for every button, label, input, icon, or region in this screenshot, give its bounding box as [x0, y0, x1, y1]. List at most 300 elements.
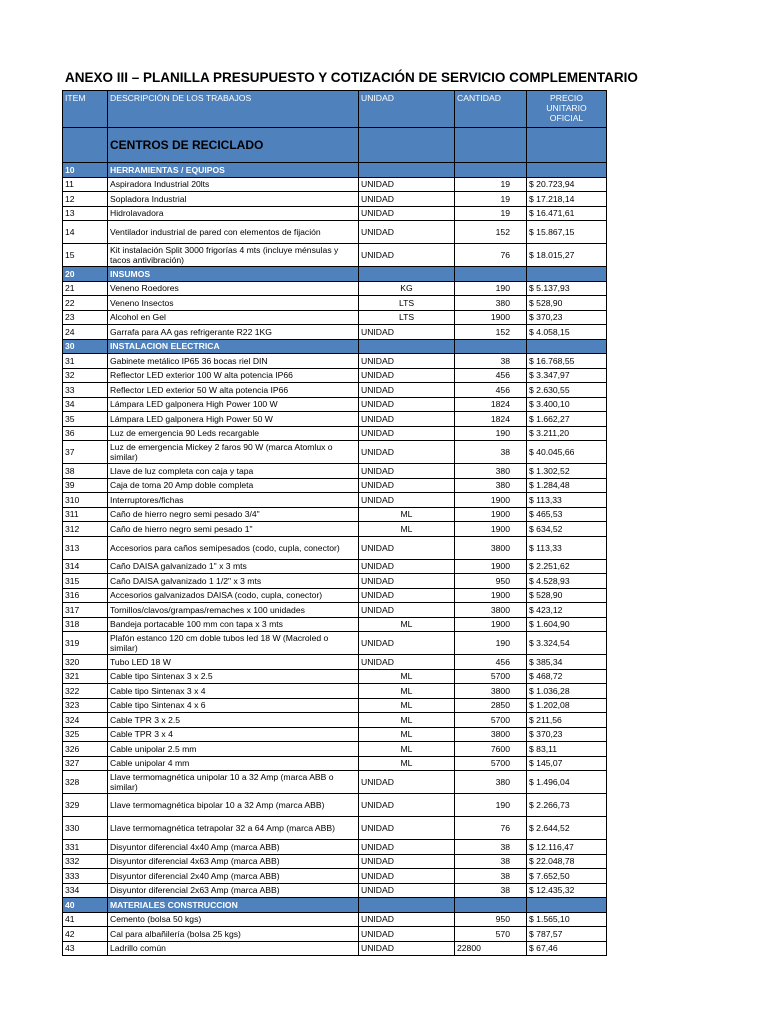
- cell-unit-price: $ 1.604,90: [527, 617, 607, 632]
- cell-description: Sopladora Industrial: [108, 192, 359, 207]
- cell-unit: UNIDAD: [359, 574, 455, 589]
- cell-unit-price: $ 4.528,93: [527, 574, 607, 589]
- cell-unit-price: $ 18.015,27: [527, 244, 607, 267]
- cell-unit: [359, 163, 455, 178]
- cell-item: 21: [63, 281, 108, 296]
- cell-description: Bandeja portacable 100 mm con tapa x 3 mts: [108, 617, 359, 632]
- cell-description: Disyuntor diferencial 2x40 Amp (marca ABB): [108, 869, 359, 884]
- cell-quantity: 3800: [455, 727, 527, 742]
- cell-item: 318: [63, 617, 108, 632]
- cell-quantity: 19: [455, 192, 527, 207]
- table-header-row: [63, 91, 607, 128]
- table-row: [63, 206, 607, 221]
- cell-unit: UNIDAD: [359, 912, 455, 927]
- cell-item: 41: [63, 912, 108, 927]
- table-row: [63, 426, 607, 441]
- cell-quantity: 152: [455, 221, 527, 244]
- cell-description: Plafón estanco 120 cm doble tubos led 18 W (Macroled o similar): [108, 632, 359, 655]
- cell-quantity: [455, 267, 527, 282]
- table-row: [63, 771, 607, 794]
- cell-unit-price: $ 1.565,10: [527, 912, 607, 927]
- table-row: [63, 684, 607, 699]
- header-description: DESCRIPCIÓN DE LOS TRABAJOS: [108, 91, 359, 128]
- cell-unit-price: $ 2.630,55: [527, 383, 607, 398]
- cell-quantity: 38: [455, 883, 527, 898]
- cell-unit-price: $ 40.045,66: [527, 441, 607, 464]
- cell-unit-price: $ 3.400,10: [527, 397, 607, 412]
- cell-quantity: 1824: [455, 412, 527, 427]
- cell-quantity: 76: [455, 817, 527, 840]
- cell-unit-price: $ 12.435,32: [527, 883, 607, 898]
- cell-item: 35: [63, 412, 108, 427]
- cell-unit: UNIDAD: [359, 771, 455, 794]
- cell-unit: LTS: [359, 296, 455, 311]
- cell-quantity: 5700: [455, 669, 527, 684]
- table-subtitle: CENTROS DE RECICLADO: [108, 128, 359, 163]
- cell-unit-price: $ 12.116,47: [527, 840, 607, 855]
- cell-unit: ML: [359, 684, 455, 699]
- section-header-row: [63, 339, 607, 354]
- cell-quantity: 38: [455, 840, 527, 855]
- table-row: [63, 817, 607, 840]
- cell-description: Aspiradora Industrial 20lts: [108, 177, 359, 192]
- cell-quantity: 1900: [455, 617, 527, 632]
- cell-description: Cable tipo Sintenax 4 x 6: [108, 698, 359, 713]
- table-row: [63, 632, 607, 655]
- cell-unit: UNIDAD: [359, 941, 455, 956]
- cell-unit-price: $ 370,23: [527, 310, 607, 325]
- table-row: [63, 522, 607, 537]
- cell-unit: ML: [359, 669, 455, 684]
- cell-description: Garrafa para AA gas refrigerante R22 1KG: [108, 325, 359, 340]
- cell-description: Alcohol en Gel: [108, 310, 359, 325]
- cell-unit-price: $ 83,11: [527, 742, 607, 757]
- cell-unit: [359, 339, 455, 354]
- cell-description: Cable tipo Sintenax 3 x 2.5: [108, 669, 359, 684]
- cell-quantity: 190: [455, 632, 527, 655]
- table-row: [63, 441, 607, 464]
- table-row: [63, 883, 607, 898]
- table-row: [63, 669, 607, 684]
- cell-item: 325: [63, 727, 108, 742]
- cell-unit-price: $ 20.723,94: [527, 177, 607, 192]
- table-row: [63, 756, 607, 771]
- cell-item: 12: [63, 192, 108, 207]
- cell-description: INSUMOS: [108, 267, 359, 282]
- cell-unit-price: $ 145,07: [527, 756, 607, 771]
- table-row: [63, 397, 607, 412]
- cell-description: Ladrillo común: [108, 941, 359, 956]
- cell-unit-price: $ 2.644,52: [527, 817, 607, 840]
- cell-unit: UNIDAD: [359, 794, 455, 817]
- cell-quantity: 3800: [455, 603, 527, 618]
- cell-unit-price: $ 22.048,78: [527, 854, 607, 869]
- cell-description: Llave termomagnética unipolar 10 a 32 Amp (marca ABB o similar): [108, 771, 359, 794]
- cell-unit-price: $ 113,33: [527, 493, 607, 508]
- cell-unit-price: $ 4.058,15: [527, 325, 607, 340]
- table-row: [63, 840, 607, 855]
- cell-description: Caño de hierro negro semi pesado 3/4": [108, 507, 359, 522]
- cell-item: 13: [63, 206, 108, 221]
- cell-description: Tubo LED 18 W: [108, 655, 359, 670]
- cell-quantity: 3800: [455, 536, 527, 559]
- table-row: [63, 281, 607, 296]
- cell-unit: UNIDAD: [359, 817, 455, 840]
- cell-unit: UNIDAD: [359, 397, 455, 412]
- cell-quantity: 152: [455, 325, 527, 340]
- cell-quantity: 380: [455, 296, 527, 311]
- cell-quantity: 38: [455, 854, 527, 869]
- cell-unit: UNIDAD: [359, 192, 455, 207]
- cell-item: 323: [63, 698, 108, 713]
- cell-unit-price: $ 1.284,48: [527, 478, 607, 493]
- cell-quantity: 570: [455, 927, 527, 942]
- cell-quantity: [455, 898, 527, 913]
- cell-unit: UNIDAD: [359, 426, 455, 441]
- table-row: [63, 655, 607, 670]
- cell-unit: ML: [359, 727, 455, 742]
- cell-quantity: 380: [455, 478, 527, 493]
- cell-unit-price: $ 3.211,20: [527, 426, 607, 441]
- cell-unit-price: $ 423,12: [527, 603, 607, 618]
- cell-description: Veneno Insectos: [108, 296, 359, 311]
- cell-description: Cable tipo Sintenax 3 x 4: [108, 684, 359, 699]
- cell-quantity: 190: [455, 426, 527, 441]
- cell-description: Luz de emergencia 90 Leds recargable: [108, 426, 359, 441]
- header-unit: UNIDAD: [359, 91, 455, 128]
- cell-unit-price: $ 2.251,62: [527, 559, 607, 574]
- cell-quantity: 1824: [455, 397, 527, 412]
- cell-description: Caja de toma 20 Amp doble completa: [108, 478, 359, 493]
- cell-unit: [359, 898, 455, 913]
- cell-description: Veneno Roedores: [108, 281, 359, 296]
- cell-unit: UNIDAD: [359, 354, 455, 369]
- table-row: [63, 536, 607, 559]
- cell-description: Llave termomagnética tetrapolar 32 a 64 Amp (marca ABB): [108, 817, 359, 840]
- table-row: [63, 325, 607, 340]
- table-row: [63, 912, 607, 927]
- cell-description: HERRAMIENTAS / EQUIPOS: [108, 163, 359, 178]
- cell-quantity: 5700: [455, 756, 527, 771]
- cell-unit: ML: [359, 713, 455, 728]
- document-title: ANEXO III – PLANILLA PRESUPUESTO Y COTIZACIÓN DE SERVICIO COMPLEMENTARIO: [65, 70, 638, 85]
- cell-unit-price: $ 16.768,55: [527, 354, 607, 369]
- section-header-row: [63, 267, 607, 282]
- cell-unit: UNIDAD: [359, 927, 455, 942]
- cell-item: 33: [63, 383, 108, 398]
- cell-description: Luz de emergencia Mickey 2 faros 90 W (marca Atomlux o similar): [108, 441, 359, 464]
- cell-unit: UNIDAD: [359, 478, 455, 493]
- table-row: [63, 794, 607, 817]
- cell-item: 32: [63, 368, 108, 383]
- cell-unit: [359, 267, 455, 282]
- table-row: [63, 354, 607, 369]
- cell-unit-price: $ 113,33: [527, 536, 607, 559]
- budget-table: [62, 90, 607, 956]
- cell-description: Caño DAISA galvanizado 1 1/2" x 3 mts: [108, 574, 359, 589]
- table-row: [63, 221, 607, 244]
- cell-description: Interruptores/fichas: [108, 493, 359, 508]
- table-row: [63, 603, 607, 618]
- cell-quantity: 456: [455, 368, 527, 383]
- table-row: [63, 244, 607, 267]
- table-row: [63, 941, 607, 956]
- cell-description: Disyuntor diferencial 2x63 Amp (marca ABB): [108, 883, 359, 898]
- cell-item: 310: [63, 493, 108, 508]
- cell-item: 39: [63, 478, 108, 493]
- cell-unit: LTS: [359, 310, 455, 325]
- cell-unit: UNIDAD: [359, 869, 455, 884]
- cell-unit: UNIDAD: [359, 632, 455, 655]
- cell-item: 321: [63, 669, 108, 684]
- table-row: [63, 464, 607, 479]
- cell-unit: UNIDAD: [359, 536, 455, 559]
- cell-quantity: 38: [455, 441, 527, 464]
- cell-quantity: 1900: [455, 559, 527, 574]
- cell-item: 43: [63, 941, 108, 956]
- cell-description: INSTALACION ELECTRICA: [108, 339, 359, 354]
- cell-quantity: 5700: [455, 713, 527, 728]
- cell-description: Kit instalación Split 3000 frigorías 4 mts (incluye ménsulas y tacos antivibración): [108, 244, 359, 267]
- cell-quantity: 76: [455, 244, 527, 267]
- cell-unit: UNIDAD: [359, 441, 455, 464]
- header-item: ITEM: [63, 91, 108, 128]
- cell-unit: KG: [359, 281, 455, 296]
- cell-description: Disyuntor diferencial 4x63 Amp (marca ABB): [108, 854, 359, 869]
- cell-quantity: 1900: [455, 310, 527, 325]
- table-row: [63, 412, 607, 427]
- cell-unit-price: [527, 163, 607, 178]
- cell-quantity: 19: [455, 177, 527, 192]
- cell-item: 328: [63, 771, 108, 794]
- cell-item: 10: [63, 163, 108, 178]
- cell-unit-price: $ 528,90: [527, 588, 607, 603]
- cell-item: 24: [63, 325, 108, 340]
- cell-description: Gabinete metálico IP65 36 bocas riel DIN: [108, 354, 359, 369]
- table-row: [63, 588, 607, 603]
- cell-quantity: [455, 163, 527, 178]
- cell-unit-price: $ 1.496,04: [527, 771, 607, 794]
- cell-unit-price: $ 528,90: [527, 296, 607, 311]
- cell-description: Accesorios para caños semipesados (codo, cupla, conector): [108, 536, 359, 559]
- section-header-row: [63, 163, 607, 178]
- cell-description: Cal para albañilería (bolsa 25 kgs): [108, 927, 359, 942]
- cell-item: 14: [63, 221, 108, 244]
- cell-unit: UNIDAD: [359, 603, 455, 618]
- cell-item: 322: [63, 684, 108, 699]
- cell-quantity: 19: [455, 206, 527, 221]
- cell-quantity: 950: [455, 574, 527, 589]
- cell-unit-price: $ 787,57: [527, 927, 607, 942]
- cell-description: Accesorios galvanizados DAISA (codo, cupla, conector): [108, 588, 359, 603]
- cell-quantity: 190: [455, 794, 527, 817]
- cell-unit: ML: [359, 742, 455, 757]
- table-row: [63, 742, 607, 757]
- cell-item: 333: [63, 869, 108, 884]
- cell-unit: ML: [359, 507, 455, 522]
- cell-unit-price: [527, 339, 607, 354]
- cell-item: 324: [63, 713, 108, 728]
- cell-description: Hidrolavadora: [108, 206, 359, 221]
- cell-unit-price: $ 15.867,15: [527, 221, 607, 244]
- cell-unit-price: $ 1.302,52: [527, 464, 607, 479]
- cell-unit: UNIDAD: [359, 854, 455, 869]
- table-row: [63, 478, 607, 493]
- table-row: [63, 617, 607, 632]
- section-header-row: [63, 898, 607, 913]
- cell-unit: UNIDAD: [359, 368, 455, 383]
- cell-quantity: [455, 339, 527, 354]
- table-row: [63, 927, 607, 942]
- cell-description: Llave termomagnética bipolar 10 a 32 Amp (marca ABB): [108, 794, 359, 817]
- cell-description: Caño de hierro negro semi pesado 1": [108, 522, 359, 537]
- cell-unit: ML: [359, 756, 455, 771]
- cell-item: 326: [63, 742, 108, 757]
- cell-unit: UNIDAD: [359, 559, 455, 574]
- cell-description: Cable TPR 3 x 2.5: [108, 713, 359, 728]
- cell-unit-price: $ 67,46: [527, 941, 607, 956]
- table-row: [63, 854, 607, 869]
- cell-quantity: 38: [455, 354, 527, 369]
- table-row: [63, 310, 607, 325]
- cell-unit: UNIDAD: [359, 840, 455, 855]
- cell-description: Lámpara LED galponera High Power 100 W: [108, 397, 359, 412]
- table-row: [63, 698, 607, 713]
- cell-item: 20: [63, 267, 108, 282]
- table-row: [63, 192, 607, 207]
- cell-description: Reflector LED exterior 100 W alta potencia IP66: [108, 368, 359, 383]
- cell-unit-price: [527, 267, 607, 282]
- cell-unit-price: $ 370,23: [527, 727, 607, 742]
- cell-unit-price: $ 3.324,54: [527, 632, 607, 655]
- cell-item: 312: [63, 522, 108, 537]
- cell-item: 34: [63, 397, 108, 412]
- cell-item: 313: [63, 536, 108, 559]
- cell-item: 330: [63, 817, 108, 840]
- cell-item: 319: [63, 632, 108, 655]
- cell-quantity: 190: [455, 281, 527, 296]
- cell-unit: UNIDAD: [359, 221, 455, 244]
- cell-description: Caño DAISA galvanizado 1" x 3 mts: [108, 559, 359, 574]
- cell-item: 331: [63, 840, 108, 855]
- cell-unit: UNIDAD: [359, 655, 455, 670]
- cell-item: 23: [63, 310, 108, 325]
- cell-unit: UNIDAD: [359, 244, 455, 267]
- cell-item: 329: [63, 794, 108, 817]
- cell-unit: UNIDAD: [359, 883, 455, 898]
- cell-quantity: 1900: [455, 588, 527, 603]
- cell-unit-price: $ 468,72: [527, 669, 607, 684]
- cell-unit-price: $ 1.202,08: [527, 698, 607, 713]
- cell-item: 15: [63, 244, 108, 267]
- cell-description: Reflector LED exterior 50 W alta potencia IP66: [108, 383, 359, 398]
- cell-quantity: 38: [455, 869, 527, 884]
- cell-unit-price: [527, 898, 607, 913]
- cell-item: 316: [63, 588, 108, 603]
- table-row: [63, 727, 607, 742]
- cell-quantity: 3800: [455, 684, 527, 699]
- cell-description: Cable unipolar 2.5 mm: [108, 742, 359, 757]
- cell-unit-price: $ 1.662,27: [527, 412, 607, 427]
- header-quantity: CANTIDAD: [455, 91, 527, 128]
- cell-unit: ML: [359, 522, 455, 537]
- cell-quantity: 7600: [455, 742, 527, 757]
- cell-quantity: 1900: [455, 522, 527, 537]
- cell-quantity: 22800: [455, 941, 527, 956]
- cell-unit-price: $ 1.036,28: [527, 684, 607, 699]
- cell-item: 22: [63, 296, 108, 311]
- cell-item: 315: [63, 574, 108, 589]
- table-row: [63, 296, 607, 311]
- cell-quantity: 380: [455, 771, 527, 794]
- table-subtitle-row: [63, 128, 607, 163]
- cell-quantity: 950: [455, 912, 527, 927]
- cell-unit-price: $ 2.266,73: [527, 794, 607, 817]
- cell-unit-price: $ 385,34: [527, 655, 607, 670]
- cell-item: 320: [63, 655, 108, 670]
- cell-unit: ML: [359, 698, 455, 713]
- cell-unit: UNIDAD: [359, 464, 455, 479]
- cell-item: 30: [63, 339, 108, 354]
- cell-quantity: 2850: [455, 698, 527, 713]
- cell-unit-price: $ 7.652,50: [527, 869, 607, 884]
- cell-item: 332: [63, 854, 108, 869]
- table-row: [63, 383, 607, 398]
- cell-unit-price: $ 634,52: [527, 522, 607, 537]
- cell-item: 37: [63, 441, 108, 464]
- cell-description: Disyuntor diferencial 4x40 Amp (marca ABB): [108, 840, 359, 855]
- cell-unit-price: $ 3.347,97: [527, 368, 607, 383]
- table-row: [63, 368, 607, 383]
- cell-description: Llave de luz completa con caja y tapa: [108, 464, 359, 479]
- cell-item: 36: [63, 426, 108, 441]
- cell-unit: ML: [359, 617, 455, 632]
- cell-quantity: 1900: [455, 507, 527, 522]
- table-row: [63, 869, 607, 884]
- table-row: [63, 507, 607, 522]
- table-row: [63, 574, 607, 589]
- cell-description: Cable TPR 3 x 4: [108, 727, 359, 742]
- cell-quantity: 1900: [455, 493, 527, 508]
- cell-unit-price: $ 5.137,93: [527, 281, 607, 296]
- cell-item: 38: [63, 464, 108, 479]
- cell-item: 317: [63, 603, 108, 618]
- cell-item: 314: [63, 559, 108, 574]
- cell-item: 40: [63, 898, 108, 913]
- cell-item: 327: [63, 756, 108, 771]
- cell-item: 11: [63, 177, 108, 192]
- cell-description: Cemento (bolsa 50 kgs): [108, 912, 359, 927]
- cell-quantity: 380: [455, 464, 527, 479]
- header-unit-price: PRECIO UNITARIO OFICIAL: [527, 91, 607, 128]
- cell-description: MATERIALES CONSTRUCCION: [108, 898, 359, 913]
- cell-unit-price: $ 211,56: [527, 713, 607, 728]
- cell-description: Tornillos/clavos/grampas/remaches x 100 unidades: [108, 603, 359, 618]
- cell-unit-price: $ 16.471,61: [527, 206, 607, 221]
- cell-unit: UNIDAD: [359, 383, 455, 398]
- table-row: [63, 493, 607, 508]
- cell-unit-price: $ 17.218,14: [527, 192, 607, 207]
- table-row: [63, 559, 607, 574]
- cell-description: Ventilador industrial de pared con elementos de fijación: [108, 221, 359, 244]
- cell-description: Lámpara LED galponera High Power 50 W: [108, 412, 359, 427]
- cell-unit: UNIDAD: [359, 177, 455, 192]
- cell-item: 42: [63, 927, 108, 942]
- cell-unit: UNIDAD: [359, 325, 455, 340]
- cell-description: Cable unipolar 4 mm: [108, 756, 359, 771]
- cell-item: 31: [63, 354, 108, 369]
- cell-quantity: 456: [455, 383, 527, 398]
